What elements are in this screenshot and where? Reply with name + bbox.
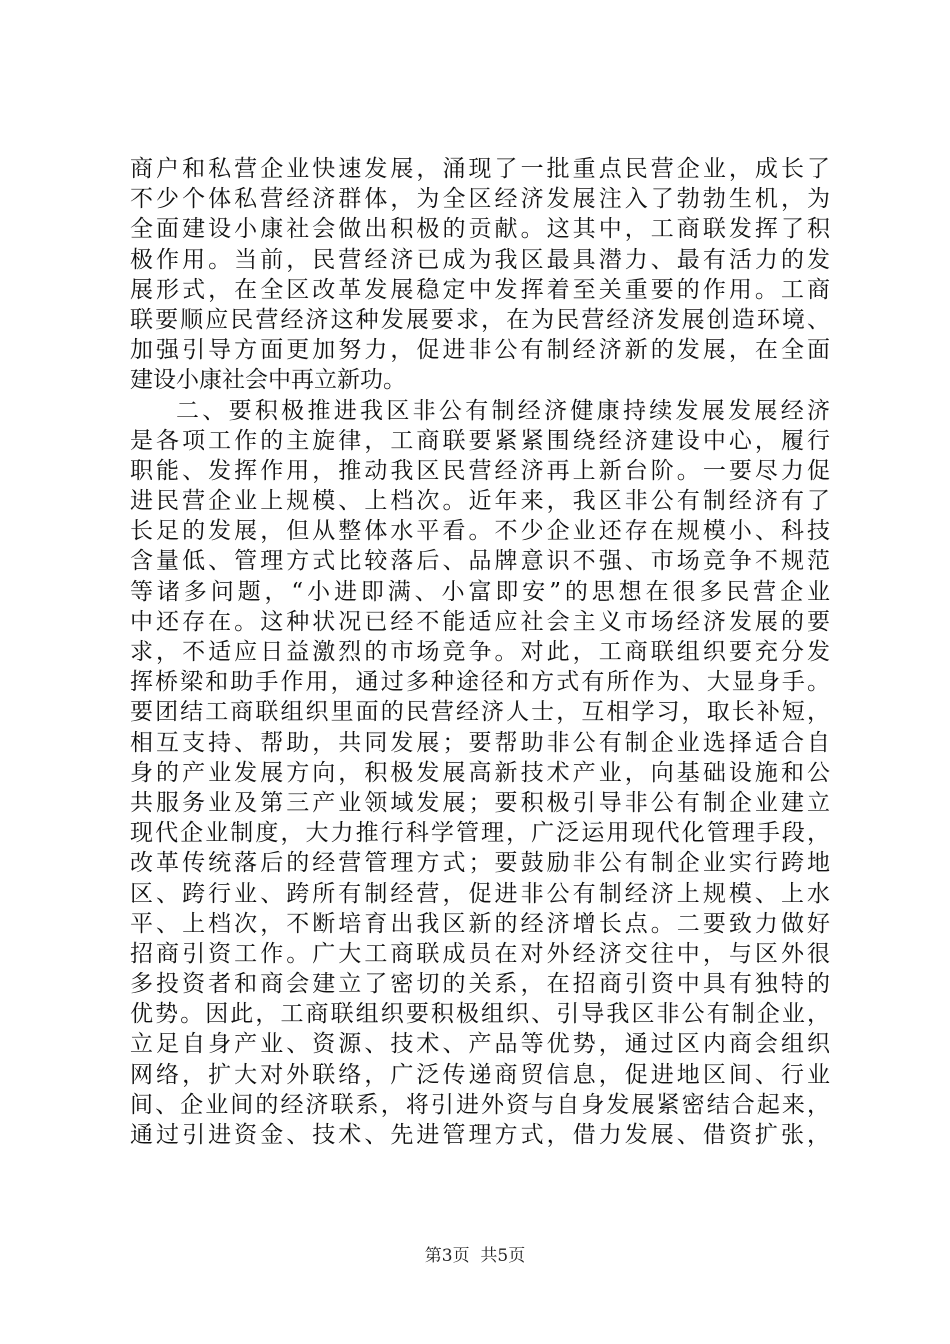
text-line: 长足的发展，但从整体水平看。不少企业还存在规模小、科技	[130, 518, 830, 545]
text-line: 区、跨行业、跨所有制经营，促进非公有制经济上规模、上水	[130, 880, 830, 907]
text-line: 中还存在。这种状况已经不能适应社会主义市场经济发展的要	[130, 608, 830, 635]
text-line: 共服务业及第三产业领域发展；要积极引导非公有制企业建立	[130, 789, 830, 816]
text-line: 展形式，在全区改革发展稳定中发挥着至关重要的作用。工商	[130, 276, 830, 303]
text-line: 平、上档次，不断培育出我区新的经济增长点。二要致力做好	[130, 910, 830, 937]
text-line: 联要顺应民营经济这种发展要求，在为民营经济发展创造环境、	[130, 306, 830, 333]
text-line: 职能、发挥作用，推动我区民营经济再上新台阶。一要尽力促	[130, 457, 830, 484]
text-line: 间、企业间的经济联系，将引进外资与自身发展紧密结合起来，	[130, 1091, 830, 1118]
text-line: 不少个体私营经济群体，为全区经济发展注入了勃勃生机，为	[130, 186, 830, 213]
page-number: 第3页 共5页	[424, 1246, 526, 1266]
text-line: 立足自身产业、资源、技术、产品等优势，通过区内商会组织	[130, 1031, 830, 1058]
text-line: 招商引资工作。广大工商联成员在对外经济交往中，与区外很	[130, 940, 830, 967]
text-line: 要团结工商联组织里面的民营经济人士，互相学习，取长补短，	[130, 699, 830, 726]
text-line: 改革传统落后的经营管理方式；要鼓励非公有制企业实行跨地	[130, 850, 830, 877]
text-line: 极作用。当前，民营经济已成为我区最具潜力、最有活力的发	[130, 246, 830, 273]
text-line: 相互支持、帮助，共同发展；要帮助非公有制企业选择适合自	[130, 729, 830, 756]
text-line: 建设小康社会中再立新功。	[130, 367, 406, 394]
page-footer	[0, 1244, 950, 1268]
text-line: 身的产业发展方向，积极发展高新技术产业，向基础设施和公	[130, 759, 830, 786]
text-line: 通过引进资金、技术、先进管理方式，借力发展、借资扩张，	[130, 1122, 830, 1148]
text-line: 是各项工作的主旋律，工商联要紧紧围绕经济建设中心，履行	[130, 427, 830, 454]
text-line: 求，不适应日益激烈的市场竞争。对此，工商联组织要充分发	[130, 639, 830, 665]
text-line: 加强引导方面更加努力，促进非公有制经济新的发展，在全面	[130, 337, 830, 364]
text-line: 优势。因此，工商联组织要积极组织、引导我区非公有制企业，	[130, 1001, 830, 1028]
text-line: 多投资者和商会建立了密切的关系，在招商引资中具有独特的	[130, 971, 830, 998]
text-line: 全面建设小康社会做出积极的贡献。这其中，工商联发挥了积	[130, 216, 830, 243]
text-line: 含量低、管理方式比较落后、品牌意识不强、市场竞争不规范	[130, 548, 830, 575]
text-line: 等诸多问题，“小进即满、小富即安”的思想在很多民营企业	[130, 578, 830, 605]
text-line: 现代企业制度，大力推行科学管理，广泛运用现代化管理手段，	[130, 820, 830, 847]
text-line: 进民营企业上规模、上档次。近年来，我区非公有制经济有了	[130, 488, 830, 515]
text-line: 挥桥梁和助手作用，通过多种途径和方式有所作为、大显身手。	[130, 669, 830, 696]
body-text	[130, 154, 830, 1150]
text-line: 网络，扩大对外联络，广泛传递商贸信息，促进地区间、行业	[130, 1061, 830, 1088]
text-line: 二、要积极推进我区非公有制经济健康持续发展发展经济	[176, 397, 830, 424]
text-line: 商户和私营企业快速发展，涌现了一批重点民营企业，成长了	[130, 156, 830, 182]
